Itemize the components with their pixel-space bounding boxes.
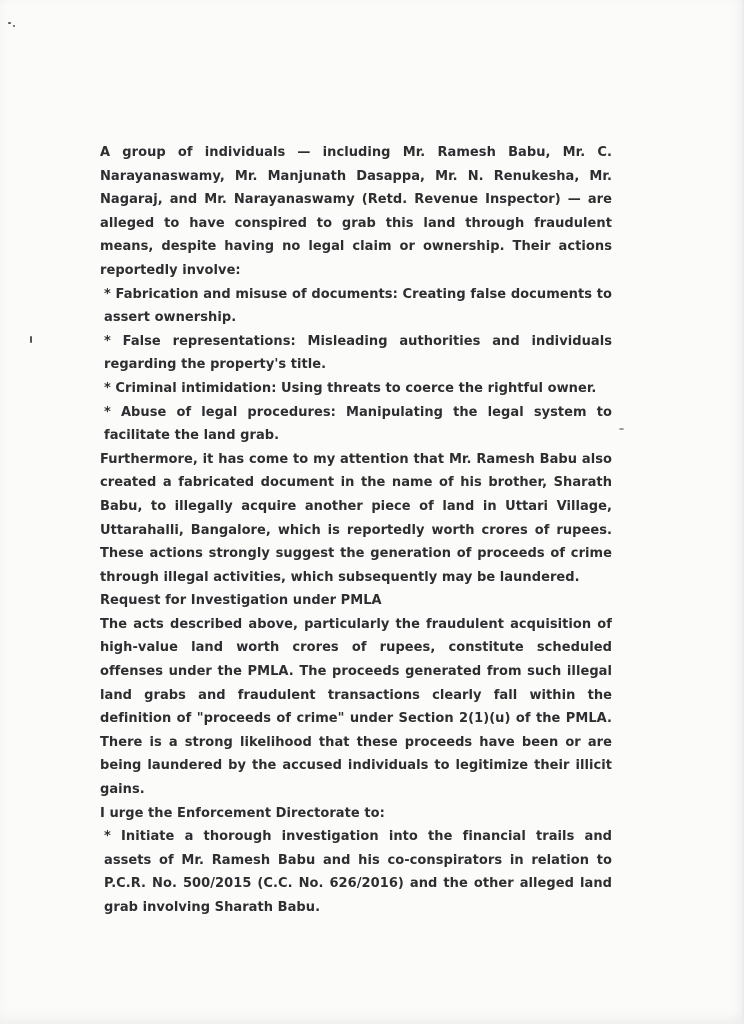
paragraph-scheduled-offenses: The acts described above, particularly the fraudulent acquisition of high-value land worth crores of rupees, constitute scheduled offenses under the PMLA. The proceeds generated from such illegal land grabs and fraudulent transactions clearly fall within the definition of "proceeds of crime" under Section 2(1)(u) of the PMLA. There is a strong likelihood that these proceeds have been or are being laundered by the accused individuals to legitimize their illicit gains. xyxy=(100,616,612,798)
bullet-abuse-legal-procedures: * Abuse of legal procedures: Manipulating the legal system to facilitate the land grab. xyxy=(104,404,612,444)
scan-speck xyxy=(13,25,15,27)
bullet-criminal-intimidation: * Criminal intimidation: Using threats to coerce the rightful owner. xyxy=(104,380,597,396)
bullet-false-representations: * False representations: Misleading authorities and individuals regarding the property's title. xyxy=(104,333,612,373)
paragraph-urge-ed: I urge the Enforcement Directorate to: xyxy=(100,805,385,821)
scan-speck xyxy=(30,336,32,343)
section-heading-pmla: Request for Investigation under PMLA xyxy=(100,593,382,609)
scan-speck xyxy=(8,22,11,24)
document-body xyxy=(100,141,612,920)
paragraph-sharath-babu-land: Furthermore, it has come to my attention that Mr. Ramesh Babu also created a fabricated document in the name of his brother, Sharath Babu, to illegally acquire another piece of land in Uttari Village, Uttarahalli, Bangalore, which is reportedly worth crores of rupees. These actions strongly suggest the generation of proceeds of crime through illegal activities, which subsequently may be laundered. xyxy=(100,451,612,585)
bullet-initiate-investigation: * Initiate a thorough investigation into the financial trails and assets of Mr. Ramesh Babu and his co-conspirators in relation to P.C.R. No. 500/2015 (C.C. No. 626/2016) and the other alleged land grab involving Sharath Babu. xyxy=(104,829,612,915)
scan-speck xyxy=(619,428,624,430)
paragraph-accused-individuals: A group of individuals — including Mr. Ramesh Babu, Mr. C. Narayanaswamy, Mr. Manjunath Dasappa, Mr. N. Renukesha, Mr. Nagaraj, and Mr. Narayanaswamy (Retd. Revenue Inspector) — are alleged to have conspired to grab this land through fraudulent means, despite having no legal claim or ownership. Their actions reportedly involve: xyxy=(100,145,612,278)
bullet-fabrication: * Fabrication and misuse of documents: Creating false documents to assert ownership. xyxy=(104,286,612,326)
